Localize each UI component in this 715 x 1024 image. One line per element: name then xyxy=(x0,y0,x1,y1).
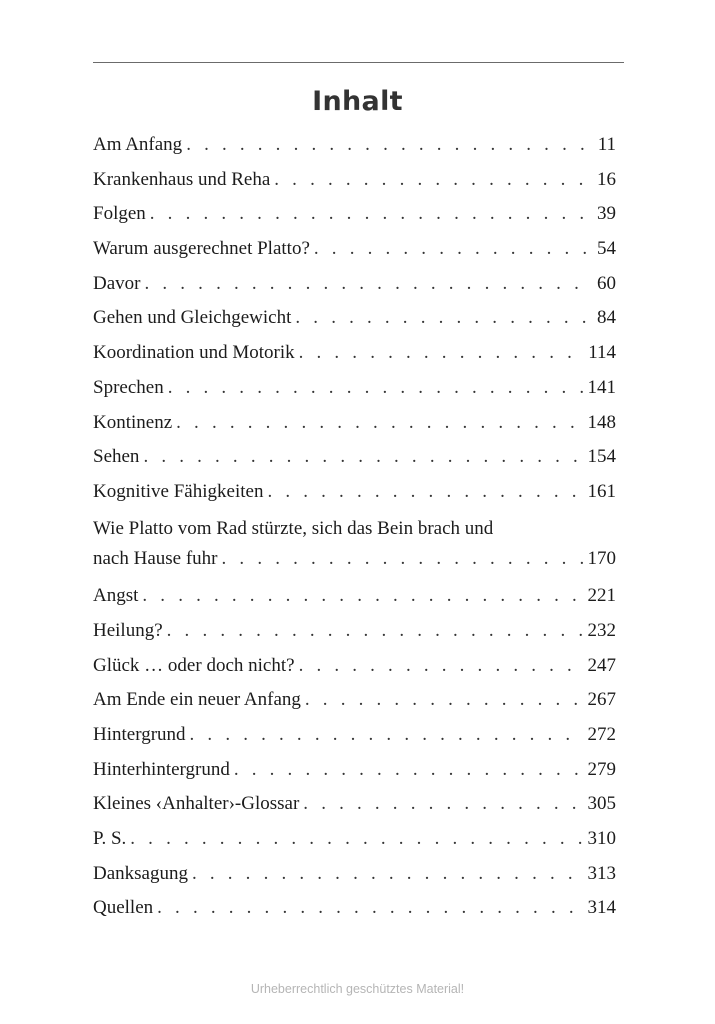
toc-entry xyxy=(93,895,616,920)
toc-entry-page: 60 xyxy=(597,272,616,294)
toc-entry-page: 272 xyxy=(587,724,616,745)
toc-entry xyxy=(93,236,616,261)
toc-entry-page: 232 xyxy=(587,619,616,641)
dot-leader xyxy=(142,583,583,608)
dot-leader xyxy=(144,271,593,296)
copyright-watermark: Urheberrechtlich geschütztes Material! xyxy=(250,982,465,996)
toc-entry xyxy=(93,375,616,400)
toc-entry-label: Glück … oder doch nicht? xyxy=(93,654,295,676)
toc-entry-page: 54 xyxy=(597,238,616,260)
toc-entry-label: Koordination und Motorik xyxy=(93,342,295,364)
toc-entry-label: Krankenhaus und Reha xyxy=(93,168,271,190)
toc-entry-label: Hinterhintergrund xyxy=(93,758,230,780)
dot-leader xyxy=(267,479,583,504)
toc-entry xyxy=(93,305,616,330)
toc-entry-page: 114 xyxy=(588,342,616,364)
toc-entry xyxy=(93,583,616,608)
top-rule xyxy=(93,62,624,63)
dot-leader xyxy=(295,305,593,330)
toc-entry-page: 11 xyxy=(597,134,616,155)
toc-entry-label: Kognitive Fähigkeiten xyxy=(93,480,264,502)
toc-entry-page: 221 xyxy=(587,585,616,607)
dot-leader xyxy=(299,653,584,678)
toc-entry-label-line2: nach Hause fuhr xyxy=(93,547,218,569)
toc-entry xyxy=(93,271,616,296)
toc-entry-label: Am Anfang xyxy=(93,134,183,155)
dot-leader xyxy=(168,375,584,400)
dot-leader xyxy=(303,791,583,816)
toc-entry-page: 305 xyxy=(587,793,616,815)
toc-entry-page: 39 xyxy=(597,203,616,225)
toc-entry-label: Davor xyxy=(93,272,141,294)
toc-entry xyxy=(93,479,616,504)
dot-leader xyxy=(186,132,594,157)
toc-entry-page: 279 xyxy=(587,758,616,780)
toc-entry xyxy=(93,132,616,157)
dot-leader xyxy=(299,340,585,365)
dot-leader xyxy=(167,618,584,643)
toc-entry-page: 154 xyxy=(587,446,616,468)
toc-entry-page: 148 xyxy=(587,411,616,433)
toc-entry-label-line1: Wie Platto vom Rad stürzte, sich das Bein brach und xyxy=(93,517,494,539)
dot-leader xyxy=(150,201,593,226)
dot-leader xyxy=(192,861,584,886)
toc-entry-page: 267 xyxy=(587,689,616,711)
toc-entry-page: 170 xyxy=(587,547,616,569)
toc-entry xyxy=(93,826,616,851)
page-title: Inhalt xyxy=(312,86,403,117)
toc-entry xyxy=(93,791,616,816)
toc-entry xyxy=(93,340,616,365)
dot-leader xyxy=(305,687,584,712)
dot-leader xyxy=(274,167,593,192)
toc-entry-label: Am Ende ein neuer Anfang xyxy=(93,689,301,711)
toc-entry-label: Kontinenz xyxy=(93,411,173,433)
dot-leader xyxy=(314,236,593,261)
toc-entry-label: P. S. xyxy=(93,828,127,850)
toc-entry-label: Kleines ‹Anhalter›-Glossar xyxy=(93,793,300,815)
toc-entry-label: Quellen xyxy=(93,897,154,919)
toc-entry-page: 247 xyxy=(587,654,616,676)
toc-entry-page: 313 xyxy=(587,862,616,884)
toc-entry xyxy=(93,618,616,643)
dot-leader xyxy=(130,826,583,851)
toc-entry xyxy=(93,444,616,469)
toc-entry xyxy=(93,757,616,782)
toc-entry xyxy=(93,861,616,886)
toc-entry-label: Angst xyxy=(93,585,139,607)
dot-leader xyxy=(143,444,583,469)
dot-leader xyxy=(157,895,583,920)
toc-entry xyxy=(93,410,616,435)
toc-entry-label: Sprechen xyxy=(93,376,164,398)
table-of-contents xyxy=(93,132,616,930)
toc-entry-page: 16 xyxy=(597,168,616,190)
toc-entry-multiline xyxy=(93,514,616,574)
toc-entry-page: 84 xyxy=(597,307,616,329)
dot-leader xyxy=(190,722,584,747)
dot-leader xyxy=(222,544,584,574)
toc-entry xyxy=(93,722,616,747)
toc-entry-label: Danksagung xyxy=(93,862,188,884)
toc-entry-label: Warum ausgerechnet Platto? xyxy=(93,238,310,260)
toc-entry xyxy=(93,201,616,226)
dot-leader xyxy=(176,410,583,435)
toc-entry xyxy=(93,653,616,678)
toc-entry-page: 310 xyxy=(587,828,616,850)
toc-entry-page: 314 xyxy=(587,897,616,919)
toc-entry-page: 141 xyxy=(587,376,616,398)
toc-entry-label: Folgen xyxy=(93,203,146,225)
toc-entry-page: 161 xyxy=(587,480,616,502)
toc-entry xyxy=(93,687,616,712)
toc-entry-label: Gehen und Gleichgewicht xyxy=(93,307,292,329)
toc-entry-label: Hintergrund xyxy=(93,724,186,745)
dot-leader xyxy=(234,757,584,782)
toc-entry-label: Heilung? xyxy=(93,619,163,641)
toc-entry xyxy=(93,167,616,192)
toc-entry-label: Sehen xyxy=(93,446,140,468)
